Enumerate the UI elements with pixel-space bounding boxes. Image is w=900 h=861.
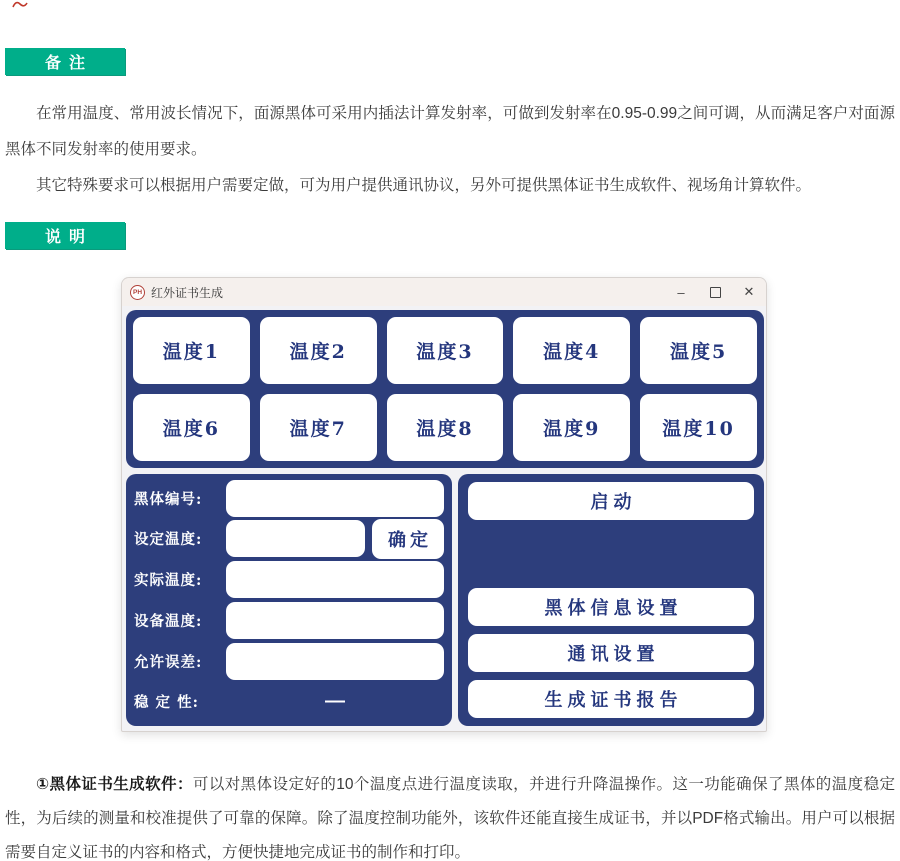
blackbody-id-input[interactable] <box>226 480 444 517</box>
form-row-allowed-error <box>134 641 444 681</box>
section-badge-description: 说明 <box>5 222 125 249</box>
window-controls <box>664 278 766 306</box>
temp-button-7[interactable]: 温度7 <box>260 394 377 461</box>
generate-certificate-report-button[interactable]: 生成证书报告 <box>468 680 754 718</box>
paragraph-custom: 其它特殊要求可以根据用户需要定做，可为用户提供通讯协议，另外可提供黑体证书生成软件、视场角计算软件。 <box>36 177 812 194</box>
maximize-button[interactable] <box>698 278 732 306</box>
form-row-actual-temp <box>134 560 444 600</box>
form-row-device-temp <box>134 600 444 640</box>
section-badge-note: 备注 <box>5 48 125 75</box>
communication-settings-button[interactable]: 通讯设置 <box>468 634 754 672</box>
temp-button-3[interactable]: 温度3 <box>387 317 504 384</box>
device-temp-label: 设备温度: <box>134 612 203 630</box>
footnote-body: 可以对黑体设定好的10个温度点进行温度读取，并进行升降温操作。这一功能确保了黑体的温度稳定性，为后续的测量和校准提供了可靠的保障。除了温度控制功能外，该软件还能直接生成证书，并以PDF格式输出。用户可以根据需要自定义证书的内容和格式，方便快捷地完成证书的制作和打印。 <box>5 775 896 861</box>
stability-value: — <box>325 690 345 713</box>
footnote-lead: ①黑体证书生成软件： <box>36 775 193 793</box>
temp-button-1[interactable]: 温度1 <box>133 317 250 384</box>
form-row-set-temp <box>134 519 444 559</box>
start-button[interactable]: 启动 <box>468 482 754 520</box>
app-logo-icon: PH <box>130 285 145 300</box>
certificate-app-window <box>121 277 767 732</box>
minimize-button[interactable]: – <box>677 284 685 300</box>
confirm-button[interactable]: 确定 <box>372 519 444 559</box>
temp-button-6[interactable]: 温度6 <box>133 394 250 461</box>
temp-button-10[interactable]: 温度10 <box>640 394 757 461</box>
actual-temp-label: 实际温度: <box>134 572 203 590</box>
window-titlebar[interactable] <box>122 278 766 306</box>
readings-form-panel <box>126 474 452 726</box>
actions-panel <box>458 474 764 726</box>
blackbody-id-label: 黑体编号: <box>134 490 203 508</box>
temp-button-8[interactable]: 温度8 <box>387 394 504 461</box>
intro-paragraphs <box>5 96 895 204</box>
temp-button-2[interactable]: 温度2 <box>260 317 377 384</box>
set-temp-input[interactable] <box>226 520 365 557</box>
form-row-stability <box>134 682 444 722</box>
allowed-error-input[interactable] <box>226 643 444 680</box>
temp-button-5[interactable]: 温度5 <box>640 317 757 384</box>
temp-button-9[interactable]: 温度9 <box>513 394 630 461</box>
device-temp-input[interactable] <box>226 602 444 639</box>
window-title: 红外证书生成 <box>151 285 224 300</box>
form-row-blackbody-id <box>134 478 444 518</box>
footnote-paragraph <box>5 768 895 861</box>
maximize-icon <box>710 287 721 298</box>
window-body <box>122 306 766 732</box>
paragraph-emissivity: 在常用温度、常用波长情况下，面源黑体可采用内插法计算发射率，可做到发射率在0.95-0.99之间可调，从而满足客户对面源黑体不同发射率的使用要求。 <box>5 105 895 158</box>
blackbody-info-settings-button[interactable]: 黑体信息设置 <box>468 588 754 626</box>
allowed-error-label: 允许误差: <box>134 653 203 671</box>
actual-temp-input[interactable] <box>226 561 444 598</box>
close-button[interactable]: ✕ <box>743 284 755 299</box>
temperature-buttons-panel <box>126 310 764 468</box>
temp-button-4[interactable]: 温度4 <box>513 317 630 384</box>
set-temp-label: 设定温度: <box>134 531 203 549</box>
red-scribble-mark <box>12 0 28 9</box>
actions-spacer <box>468 520 754 588</box>
stability-label: 稳 定 性: <box>134 694 199 712</box>
